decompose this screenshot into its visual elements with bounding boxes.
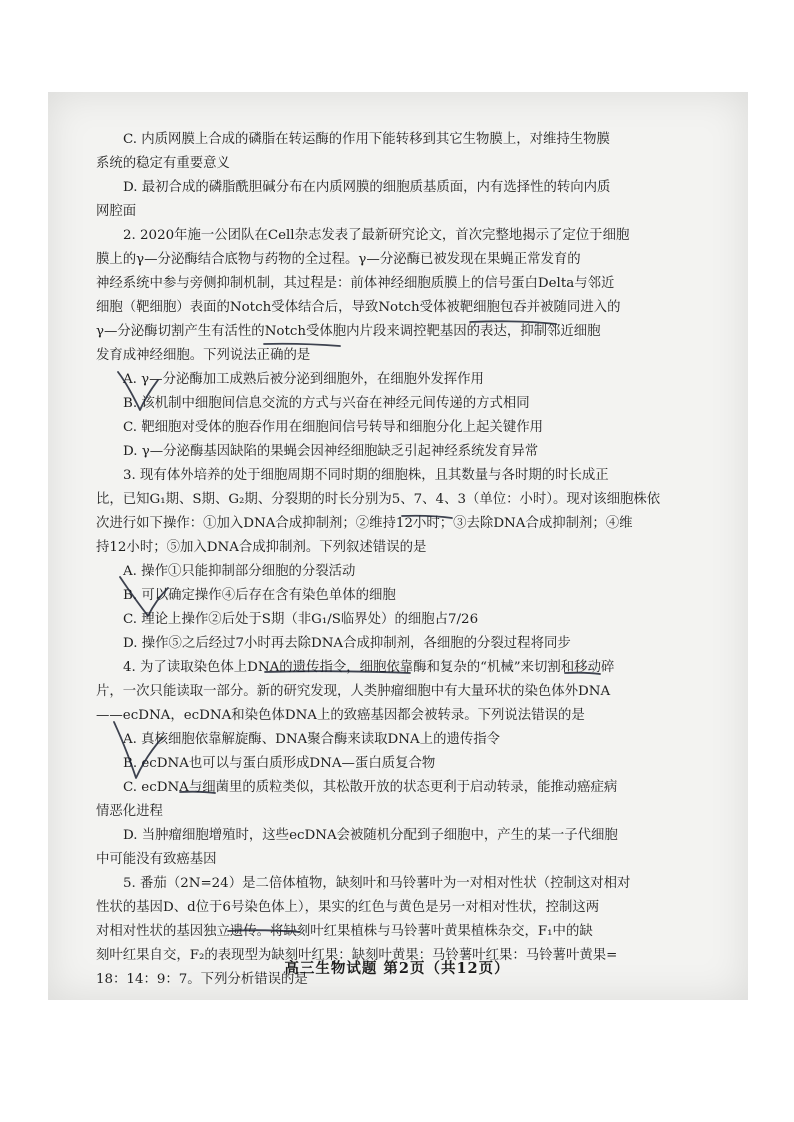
text-line: 网腔面 bbox=[96, 204, 137, 219]
page-footer: 高三生物试题 第2页（共12页） bbox=[284, 960, 510, 977]
option-d: D. 操作⑤之后经过7小时再去除DNA合成抑制剂，各细胞的分裂过程将同步 bbox=[123, 636, 571, 651]
text-line: 情恶化进程 bbox=[96, 804, 163, 819]
text-line: γ—分泌酶切割产生有活性的Notch受体胞内片段来调控靶基因的表达，抑制邻近细胞 bbox=[96, 324, 601, 339]
text-line: 片，一次只能读取一部分。新的研究发现，人类肿瘤细胞中有大量环状的染色体外DNA bbox=[96, 684, 611, 699]
option-d: D. 当肿瘤细胞增殖时，这些ecDNA会被随机分配到子细胞中，产生的某一子代细胞 bbox=[123, 828, 618, 843]
option-c: C. 理论上操作②后处于S期（非G₁/S临界处）的细胞占7/26 bbox=[123, 612, 479, 627]
exam-page-body bbox=[96, 128, 696, 992]
text-line: 性状的基因D、d位于6号染色体上），果实的红色与黄色是另一对相对性状，控制这两 bbox=[96, 900, 600, 915]
option-b: B. ecDNA也可以与蛋白质形成DNA—蛋白质复合物 bbox=[123, 756, 436, 771]
text-line: 次进行如下操作：①加入DNA合成抑制剂；②维持12小时；③去除DNA合成抑制剂；④维 bbox=[96, 516, 633, 531]
text-line: 中可能没有致癌基因 bbox=[96, 852, 217, 867]
question-2-stem: 2. 2020年施一公团队在Cell杂志发表了最新研究论文，首次完整地揭示了定位于细胞 bbox=[123, 228, 630, 243]
option-c: C. ecDNA与细菌里的质粒类似，其松散开放的状态更利于启动转录，能推动癌症病 bbox=[123, 780, 618, 795]
text-line: C. 内质网膜上合成的磷脂在转运酶的作用下能转移到其它生物膜上，对维持生物膜 bbox=[123, 132, 610, 147]
text-line: 细胞（靶细胞）表面的Notch受体结合后，导致Notch受体被靶细胞包吞并被随同进入的 bbox=[96, 300, 621, 315]
text-line: 发育成神经细胞。下列说法正确的是 bbox=[96, 348, 311, 363]
option-a: A. 操作①只能抑制部分细胞的分裂活动 bbox=[123, 564, 356, 579]
question-5-stem: 5. 番茄（2N=24）是二倍体植物，缺刻叶和马铃薯叶为一对相对性状（控制这对相对 bbox=[123, 876, 631, 891]
option-c: C. 靶细胞对受体的胞吞作用在细胞间信号转导和细胞分化上起关键作用 bbox=[123, 420, 543, 435]
text-line: 系统的稳定有重要意义 bbox=[96, 156, 230, 171]
text-line: 刻叶红果自交，F₂的表现型为缺刻叶红果：缺刻叶黄果：马铃薯叶红果：马铃薯叶黄果= bbox=[96, 948, 618, 963]
text-line: ——ecDNA，ecDNA和染色体DNA上的致癌基因都会被转录。下列说法错误的是 bbox=[96, 708, 585, 723]
text-line: 持12小时；⑤加入DNA合成抑制剂。下列叙述错误的是 bbox=[96, 540, 427, 555]
option-a: A. γ—分泌酶加工成熟后被分泌到细胞外，在细胞外发挥作用 bbox=[123, 372, 484, 387]
text-line: 比，已知G₁期、S期、G₂期、分裂期的时长分别为5、7、4、3（单位：小时）。现对该细胞株依 bbox=[96, 492, 661, 507]
option-b: B. 可以确定操作④后存在含有染色单体的细胞 bbox=[123, 588, 396, 603]
text-line: 18：14：9：7。下列分析错误的是 bbox=[96, 972, 308, 987]
text-line: D. 最初合成的磷脂酰胆碱分布在内质网膜的细胞质基质面，内有选择性的转向内质 bbox=[123, 180, 611, 195]
question-3-stem: 3. 现有体外培养的处于细胞周期不同时期的细胞株，且其数量与各时期的时长成正 bbox=[123, 468, 609, 483]
option-a: A. 真核细胞依靠解旋酶、DNA聚合酶来读取DNA上的遗传指令 bbox=[123, 732, 501, 747]
option-b: B. 该机制中细胞间信息交流的方式与兴奋在神经元间传递的方式相同 bbox=[123, 396, 530, 411]
text-line: 神经系统中参与旁侧抑制机制，其过程是：前体神经细胞质膜上的信号蛋白Delta与邻近 bbox=[96, 276, 615, 291]
text-line: 对相对性状的基因独立遗传。将缺刻叶红果植株与马铃薯叶黄果植株杂交，F₁中的缺 bbox=[96, 924, 593, 939]
option-d: D. γ—分泌酶基因缺陷的果蝇会因神经细胞缺乏引起神经系统发育异常 bbox=[123, 444, 539, 459]
text-line: 膜上的γ—分泌酶结合底物与药物的全过程。γ—分泌酶已被发现在果蝇正常发育的 bbox=[96, 252, 581, 267]
question-4-stem: 4. 为了读取染色体上DNA的遗传指令，细胞依靠酶和复杂的“机械”来切割和移动碎 bbox=[123, 660, 615, 675]
